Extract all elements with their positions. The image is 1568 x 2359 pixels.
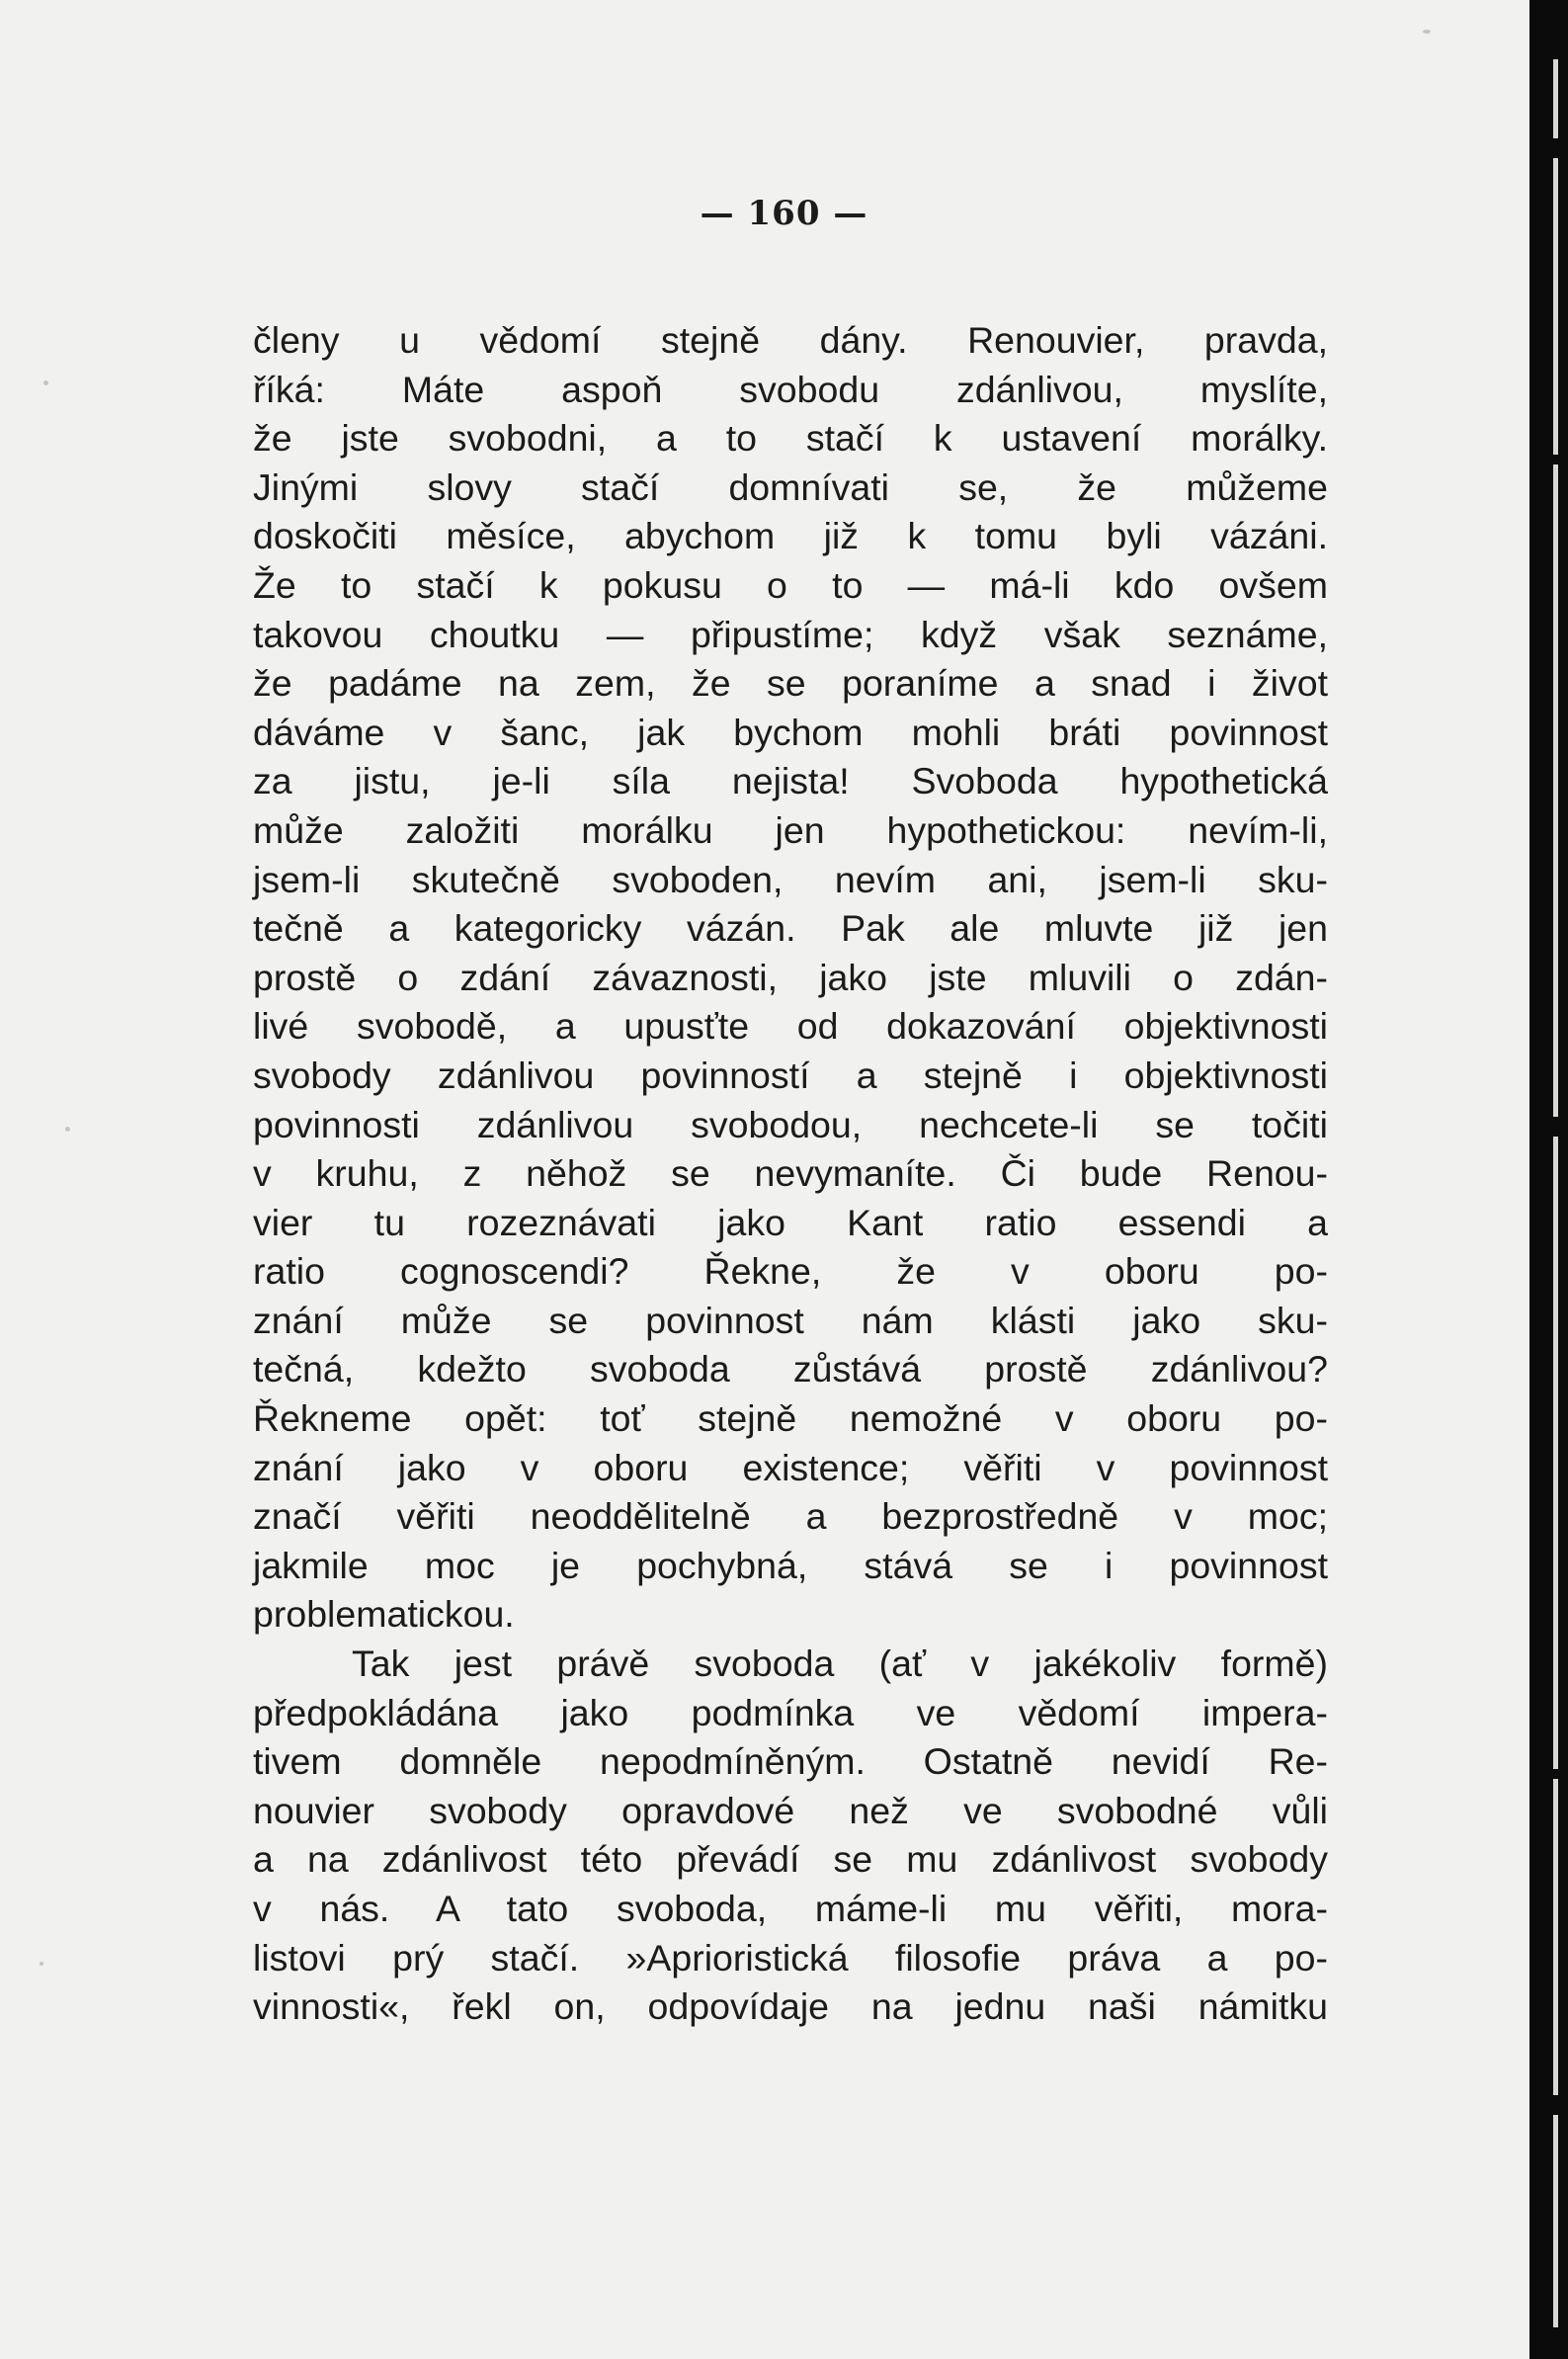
print-speck [1423,30,1431,34]
scan-edge-line [1553,1779,1558,2095]
text-line: znání jako v oboru existence; věřiti v povinnost [253,1446,1328,1488]
text-line: za jistu, je-li síla nejista! Svoboda hypothetická [253,760,1328,802]
text-line: říká: Máte aspoň svobodu zdánlivou, myslíte, [253,368,1328,410]
text-line: znání může se povinnost nám klásti jako sku- [253,1299,1328,1341]
text-line: dáváme v šanc, jak bychom mohli bráti povinnost [253,711,1328,753]
text-line: ratio cognoscendi? Řekne, že v oboru po- [253,1250,1328,1293]
scan-border [1529,0,1568,2359]
scan-edge-line [1553,2115,1558,2327]
text-line: tečně a kategoricky vázán. Pak ale mluvte již jen [253,907,1328,950]
text-line: jsem-li skutečně svoboden, nevím ani, jsem-li sku- [253,858,1328,900]
print-speck [43,380,48,385]
text-line: doskočiti měsíce, abychom již k tomu byli vázáni. [253,515,1328,557]
text-line: povinnosti zdánlivou svobodou, nechcete-li se točiti [253,1103,1328,1145]
page-number: — 160 — [700,194,868,233]
text-line: členy u vědomí stejně dány. Renouvier, pravda, [253,319,1328,361]
text-line: vinnosti«, řekl on, odpovídaje na jednu naši námitku [253,1985,1328,2028]
text-line: listovi prý stačí. »Aprioristická filosofie práva a po- [253,1936,1328,1979]
text-line: může založiti morálku jen hypothetickou: nevím-li, [253,808,1328,851]
text-line: tečná, kdežto svoboda zůstává prostě zdánlivou? [253,1348,1328,1390]
text-line: že padáme na zem, že se poraníme a snad i život [253,662,1328,705]
text-line: svobody zdánlivou povinností a stejně i objektivnosti [253,1053,1328,1096]
text-line: v nás. A tato svoboda, máme-li mu věřiti, mora- [253,1888,1328,1929]
text-line: značí věřiti neoddělitelně a bezprostředně v moc; [253,1495,1328,1538]
text-line: Řekneme opět: toť stejně nemožné v oboru po- [253,1397,1328,1440]
text-line: vier tu rozeznávati jako Kant ratio essendi a [253,1201,1328,1243]
text-line: že jste svobodni, a to stačí k ustavení morálky. [253,417,1328,460]
text-line: livé svobodě, a upusťte od dokazování objektivnosti [253,1005,1328,1048]
scan-edge-line [1553,1137,1558,1769]
print-speck [65,1127,70,1132]
text-line: jakmile moc je pochybná, stává se i povinnost [253,1544,1328,1586]
text-line: problematickou. [253,1593,515,1636]
text-line: předpokládána jako podmínka ve vědomí impera- [253,1691,1328,1733]
text-line: v kruhu, z něhož se nevymaníte. Či bude Renou- [253,1152,1328,1195]
paragraph-start-line: Tak jest právě svoboda (ať v jakékoliv formě) [352,1643,1328,1685]
text-line: Že to stačí k pokusu o to — má-li kdo ovšem [253,563,1328,606]
text-line: prostě o zdání závaznosti, jako jste mluvili o zdán- [253,956,1328,998]
scan-edge-line [1553,158,1558,455]
scan-edge-line [1553,59,1558,138]
scan-edge-line [1553,464,1558,1117]
print-speck [40,1962,43,1966]
text-line: takovou choutku — připustíme; když však seznáme, [253,613,1328,655]
text-line: tivem domněle nepodmíněným. Ostatně nevidí Re- [253,1740,1328,1783]
text-line: a na zdánlivost této převádí se mu zdánlivost svobody [253,1838,1328,1881]
text-line: nouvier svobody opravdové než ve svobodné vůli [253,1789,1328,1831]
body-text [253,316,1328,2032]
text-line: Jinými slovy stačí domnívati se, že můžeme [253,465,1328,508]
